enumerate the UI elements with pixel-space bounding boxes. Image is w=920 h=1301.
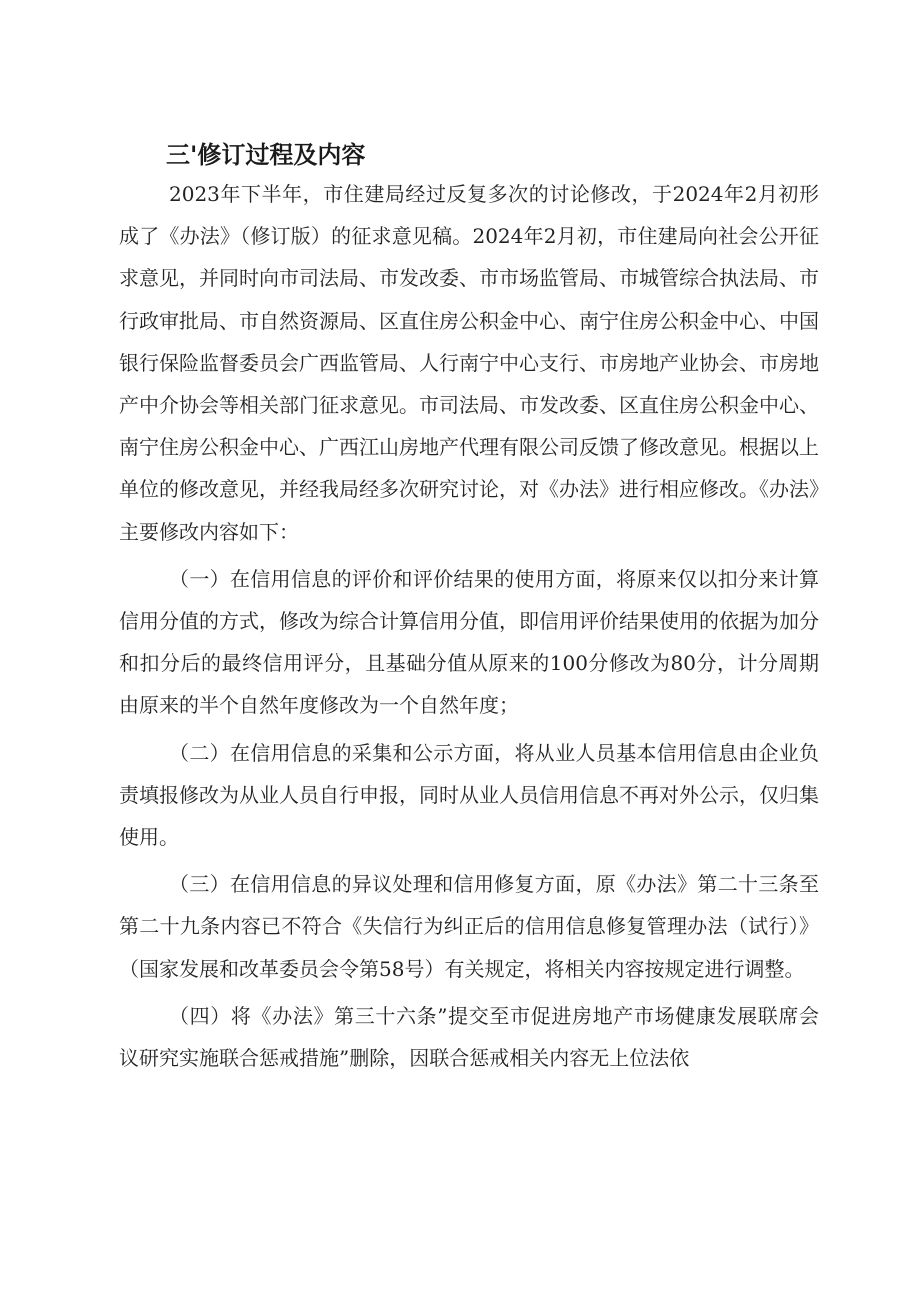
- paragraph-item-3: （三）在信用信息的异议处理和信用修复方面，原《办法》第二十三条至第二十九条内容已不符合《失信行为纠正后的信用信息修复管理办法（试行）》（国家发展和改革委员会令第58号）有关规定，将相关内容按规定进行调整。: [119, 872, 819, 981]
- paragraph-item-1: （一）在信用信息的评价和评价结果的使用方面，将原来仅以扣分来计算信用分值的方式，修改为综合计算信用分值，即信用评价结果使用的依据为加分和扣分后的最终信用评分，且基础分值从原来的100分修改为80分，计分周期由原来的半个自然年度修改为一个自然年度；: [119, 566, 819, 718]
- paragraph-item-4: （四）将《办法》第三十六条”提交至市促进房地产市场健康发展联席会议研究实施联合惩戒措施”删除，因联合惩戒相关内容无上位法依: [119, 1003, 819, 1071]
- paragraph-item-2: （二）在信用信息的采集和公示方面，将从业人员基本信用信息由企业负责填报修改为从业人员自行申报，同时从业人员信用信息不再对外公示，仅归集使用。: [119, 740, 819, 850]
- paragraph-revision-process: 2023年下半年，市住建局经过反复多次的讨论修改，于2024年2月初形成了《办法》（修订版）的征求意见稿。2024年2月初，市住建局向社会公开征求意见，并同时向市司法局、市发改委、市市场监管局、市城管综合执法局、市行政审批局、市自然资源局、区直住房公积金中心、南宁住房公积金中心、中国银行保险监督委员会广西监管局、人行南宁中心支行、市房地产业协会、市房地产中介协会等相关部门征求意见。市司法局、市发改委、区直住房公积金中心、南宁住房公积金中心、广西江山房地产代理有限公司反馈了修改意见。根据以上单位的修改意见，并经我局经多次研究讨论，对《办法》进行相应修改。《办法》主要修改内容如下：: [119, 182, 819, 544]
- section-body: [119, 173, 819, 1079]
- section-heading: 三'修订过程及内容: [166, 141, 366, 169]
